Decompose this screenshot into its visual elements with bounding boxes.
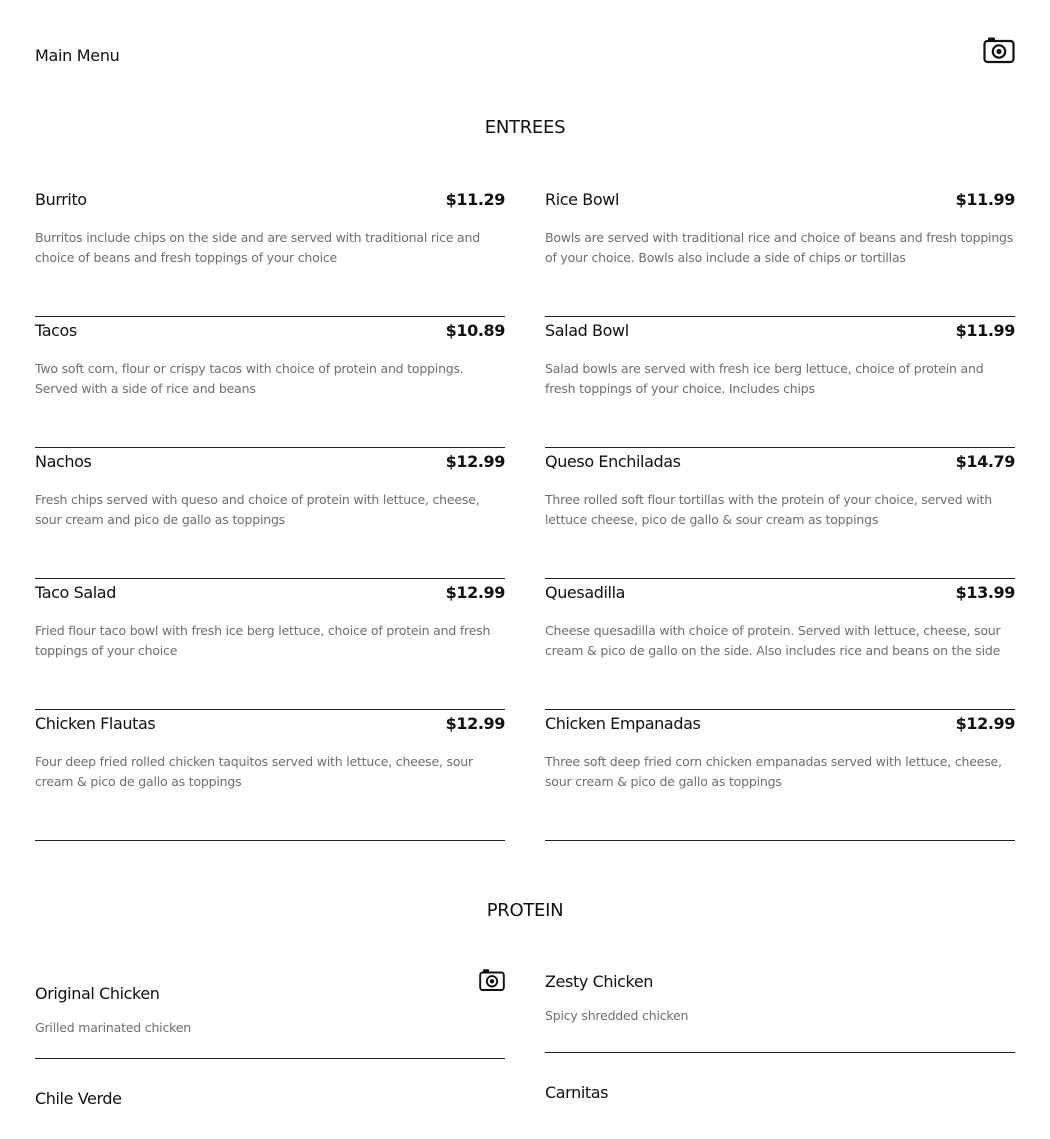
item-name: Original Chicken <box>35 984 160 1003</box>
menu-item-original-chicken[interactable] <box>35 968 505 1059</box>
item-price: $12.99 <box>445 714 505 733</box>
item-description: Grilled marinated chicken <box>35 1020 191 1035</box>
item-price: $12.99 <box>445 583 505 602</box>
item-name: Burrito <box>35 190 87 209</box>
item-name: Nachos <box>35 452 92 471</box>
item-description: Three rolled soft flour tortillas with the protein of your choice, served with lettuce cheese, pico de gallo & sour cream as toppings <box>545 492 992 527</box>
protein-column-left <box>35 968 505 1139</box>
item-name: Zesty Chicken <box>545 972 654 991</box>
menu-item-chicken-flautas[interactable] <box>35 710 505 841</box>
protein-column-right <box>545 968 1015 1133</box>
menu-item-taco-salad[interactable] <box>35 579 505 710</box>
page-title: Main Menu <box>35 46 120 65</box>
menu-item-tacos[interactable] <box>35 317 505 448</box>
menu-item-queso-enchiladas[interactable] <box>545 448 1015 579</box>
section-title-entrees: ENTREES <box>484 117 566 138</box>
page-header <box>35 36 1015 76</box>
item-name: Chicken Flautas <box>35 714 156 733</box>
item-name: Rice Bowl <box>545 190 619 209</box>
menu-item-salad-bowl[interactable] <box>545 317 1015 448</box>
item-name: Tacos <box>35 321 77 340</box>
menu-item-nachos[interactable] <box>35 448 505 579</box>
item-description: Fresh chips served with queso and choice of protein with lettuce, cheese, sour cream and pico de gallo as toppings <box>35 492 480 527</box>
item-description: Spicy shredded chicken <box>545 1008 689 1023</box>
item-price: $11.99 <box>955 190 1015 209</box>
item-price: $11.29 <box>445 190 505 209</box>
item-price: $12.99 <box>445 452 505 471</box>
item-name: Chicken Empanadas <box>545 714 701 733</box>
menu-item-chicken-empanadas[interactable] <box>545 710 1015 841</box>
item-name: Salad Bowl <box>545 321 629 340</box>
menu-item-zesty-chicken[interactable] <box>545 968 1015 1053</box>
item-description: Three soft deep fried corn chicken empanadas served with lettuce, cheese, sour cream & pico de gallo as toppings <box>545 754 1002 789</box>
camera-icon[interactable] <box>983 36 1015 64</box>
item-name: Chile Verde <box>35 1089 122 1108</box>
item-price: $13.99 <box>955 583 1015 602</box>
menu-item-carnitas[interactable] <box>545 1053 1015 1133</box>
section-title-protein: PROTEIN <box>486 900 564 921</box>
item-price: $12.99 <box>955 714 1015 733</box>
item-description: Bowls are served with traditional rice and choice of beans and fresh toppings of your choice. Bowls also include a side of chips or tortillas <box>545 230 1014 265</box>
item-name: Carnitas <box>545 1083 609 1102</box>
menu-item-chile-verde[interactable] <box>35 1059 505 1139</box>
entrees-grid <box>35 186 1015 841</box>
menu-item-rice-bowl[interactable] <box>545 186 1015 317</box>
item-price: $11.99 <box>955 321 1015 340</box>
item-description: Four deep fried rolled chicken taquitos served with lettuce, cheese, sour cream & pico de gallo as toppings <box>35 754 473 789</box>
item-name: Quesadilla <box>545 583 626 602</box>
item-description: Salad bowls are served with fresh ice berg lettuce, choice of protein and fresh toppings of your choice. Includes chips <box>545 361 984 396</box>
item-price: $14.79 <box>955 452 1015 471</box>
item-description: Burritos include chips on the side and are served with traditional rice and choice of beans and fresh toppings of your choice <box>35 230 480 265</box>
item-description: Two soft corn, flour or crispy tacos with choice of protein and toppings. Served with a side of rice and beans <box>35 361 464 396</box>
item-name: Taco Salad <box>35 583 116 602</box>
item-description: Fried flour taco bowl with fresh ice berg lettuce, choice of protein and fresh toppings of your choice <box>35 623 491 658</box>
item-name: Queso Enchiladas <box>545 452 681 471</box>
menu-item-burrito[interactable] <box>35 186 505 317</box>
menu-item-quesadilla[interactable] <box>545 579 1015 710</box>
item-price: $10.89 <box>445 321 505 340</box>
item-description: Cheese quesadilla with choice of protein. Served with lettuce, cheese, sour cream & pico de gallo on the side. Also includes rice and beans on the side <box>545 623 1001 658</box>
